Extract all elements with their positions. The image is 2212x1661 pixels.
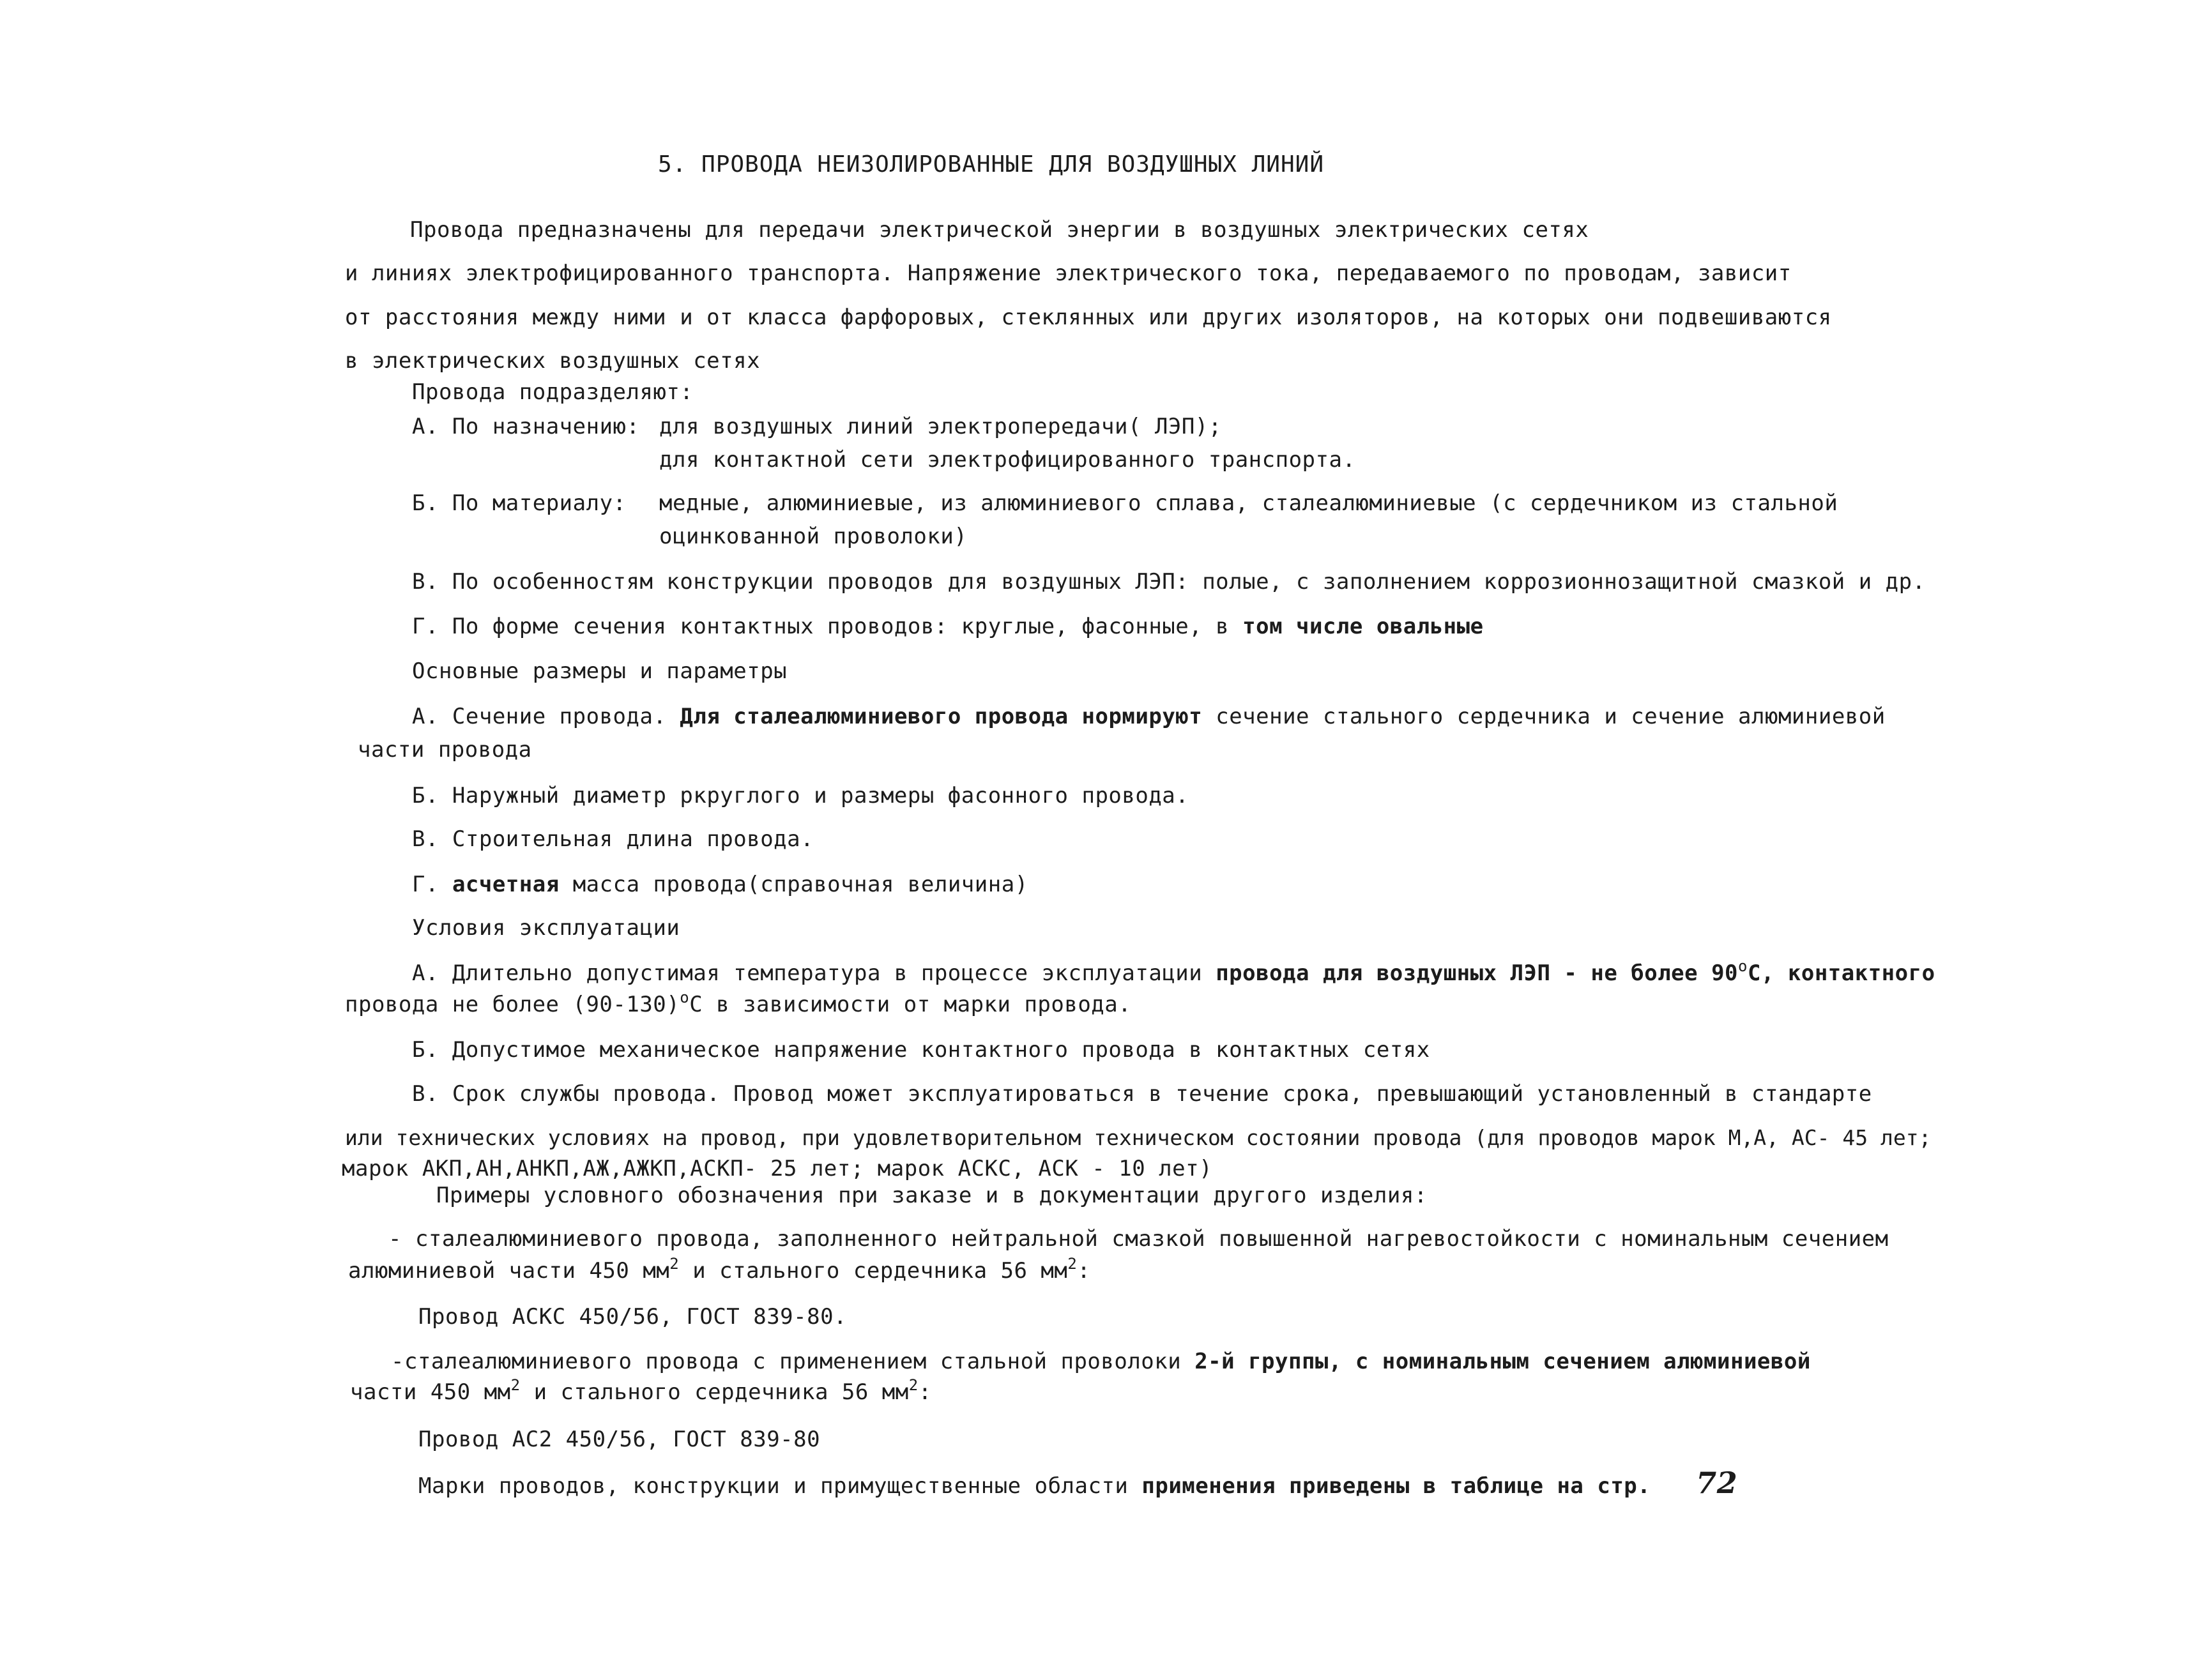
dimensions-a-text: А. Сечение провода. (412, 704, 667, 729)
dimensions-a-rest: сечение стального сердечника и сечение алюминиевой (1216, 704, 1886, 729)
operation-v: В. Срок службы провода. Провод может эксплуатироваться в течение срока, превышающий установленный в стандарте (412, 1081, 1872, 1107)
operation-a-line2 (345, 989, 1132, 1017)
superscript: 2 (669, 1255, 680, 1273)
operation-a (412, 957, 1935, 986)
dimensions-a (412, 704, 1886, 729)
footer-bold: применения приведены в таблице на стр. (1141, 1473, 1651, 1499)
dimensions-b: Б. Наружный диаметр ркруглого и размеры фасонного провода. (412, 783, 1189, 808)
degree-mark: о (680, 989, 690, 1006)
dimensions-g-bold: асчетная (452, 872, 560, 897)
operation-a-bold2: С, контактного (1747, 960, 1935, 986)
footer-text: Марки проводов, конструкции и примущественные области (418, 1473, 1129, 1499)
example1-line1: - сталеалюминиевого провода, заполненного нейтральной смазкой повышенной нагревостойкости с номинальным сечением (388, 1226, 1889, 1252)
operation-a-line2-start: провода не более (90-130) (345, 992, 680, 1017)
example1-text-b: и стального сердечника 56 мм (692, 1258, 1068, 1284)
dimensions-g (412, 872, 1028, 897)
subdivision-a-value: для контактной сети электрофицированного транспорта. (659, 447, 1356, 473)
example1-text-c: : (1077, 1258, 1091, 1284)
section-title: 5. ПРОВОДА НЕИЗОЛИРОВАННЫЕ ДЛЯ ВОЗДУШНЫХ ЛИНИЙ (658, 151, 1324, 178)
operation-heading: Условия эксплуатации (412, 915, 680, 941)
subdivision-g-text: Г. По форме сечения контактных проводов: круглые, фасонные, в (412, 614, 1230, 639)
operation-a-text: А. Длительно допустимая температура в процессе эксплуатации (412, 960, 1203, 986)
operation-v-line3: марок АКП,АН,АНКП,АЖ,АЖКП,АСКП- 25 лет; марок АСКС, АСК - 10 лет) (342, 1156, 1213, 1181)
subdivision-a-value: для воздушных линий электропередачи( ЛЭП); (659, 414, 1222, 439)
subdivision-b-label: Б. По материалу: (412, 490, 627, 516)
examples-heading: Примеры условного обозначения при заказе и в документации другого изделия: (436, 1183, 1428, 1208)
intro-line: в электрических воздушных сетях (345, 348, 761, 374)
example2-code: Провод АС2 450/56, ГОСТ 839-80 (418, 1427, 821, 1452)
dimensions-g-rest: масса провода(справочная величина) (572, 872, 1028, 897)
dimensions-a-line2: части провода (358, 737, 532, 762)
subdivision-b-value: оцинкованной проволоки) (659, 524, 968, 549)
superscript: 2 (1067, 1255, 1078, 1273)
subdivision-g (412, 614, 1484, 639)
dimensions-heading: Основные размеры и параметры (412, 658, 788, 684)
dimensions-g-label: Г. (412, 872, 439, 897)
example2-text-a: -сталеалюминиевого провода с применением стальной проволоки (391, 1349, 1182, 1374)
example2-text-c: : (918, 1379, 932, 1405)
degree-mark: о (1738, 957, 1748, 975)
page-number: 72 (1696, 1466, 1738, 1500)
superscript: 2 (908, 1376, 919, 1394)
operation-b: Б. Допустимое механическое напряжение контактного провода в контактных сетях (412, 1037, 1430, 1063)
example1-code: Провод АСКС 450/56, ГОСТ 839-80. (418, 1304, 848, 1330)
example1-line2 (348, 1255, 1091, 1284)
example2-text-a: части 450 мм (350, 1379, 511, 1405)
example2-line2 (350, 1376, 932, 1405)
example2-bold: 2-й группы, с номинальным сечением алюминиевой (1194, 1349, 1811, 1374)
footer-line (418, 1466, 1738, 1500)
operation-v-line2: или технических условиях на провод, при удовлетворительном техническом состоянии провода (для проводов марок М,А, АС- 45 лет; (345, 1125, 1932, 1150)
example2-text-b: и стального сердечника 56 мм (533, 1379, 909, 1405)
subdivision-g-bold: том числе овальные (1242, 614, 1484, 639)
operation-a-bold: провода для воздушных ЛЭП - не более 90 (1216, 960, 1739, 986)
intro-line: от расстояния между ними и от класса фарфоровых, стеклянных или других изоляторов, на которых они подвешиваются (345, 305, 1832, 330)
subdivision-b-value: медные, алюминиевые, из алюминиевого сплава, сталеалюминиевые (с сердечником из стальной (659, 490, 1838, 516)
example1-text-a: алюминиевой части 450 мм (348, 1258, 670, 1284)
dimensions-v: В. Строительная длина провода. (412, 826, 814, 852)
subdivision-v: В. По особенностям конструкции проводов для воздушных ЛЭП: полые, с заполнением коррозионнозащитной смазкой и др. (412, 569, 1926, 595)
superscript: 2 (510, 1376, 521, 1394)
example2-line1 (391, 1349, 1811, 1374)
intro-line: Провода предназначены для передачи электрической энергии в воздушных электрических сетях (410, 217, 1589, 243)
subdivision-heading: Провода подразделяют: (412, 379, 694, 405)
subdivision-a-label: А. По назначению: (412, 414, 640, 439)
dimensions-a-bold: Для сталеалюминиевого провода нормируют (680, 704, 1203, 729)
intro-line: и линиях электрофицированного транспорта. Напряжение электрического тока, передаваемого по проводам, зависит (345, 261, 1792, 286)
operation-a-line2-end: С в зависимости от марки провода. (689, 992, 1132, 1017)
